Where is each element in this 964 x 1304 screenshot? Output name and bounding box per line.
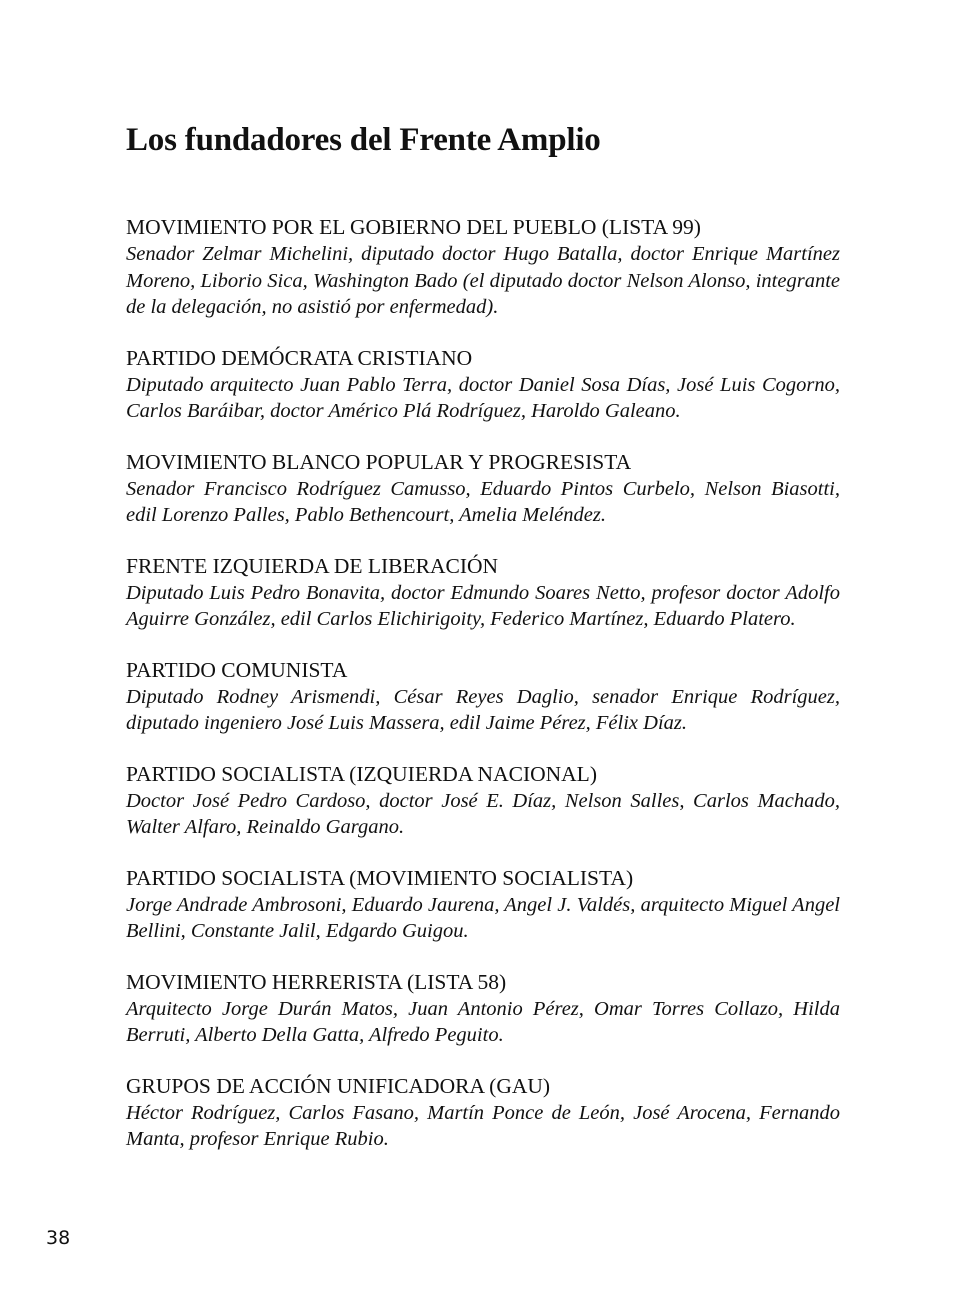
section-heading: MOVIMIENTO POR EL GOBIERNO DEL PUEBLO (LISTA 99) xyxy=(126,215,701,239)
section-members: Héctor Rodríguez, Carlos Fasano, Martín Ponce de León, José Arocena, Fernando Manta, profesor Enrique Rubio. xyxy=(126,1101,840,1150)
section-lista-99 xyxy=(126,214,840,321)
section-members: Arquitecto Jorge Durán Matos, Juan Antonio Pérez, Omar Torres Collazo, Hilda Berruti, Alberto Della Gatta, Alfredo Peguito. xyxy=(126,997,840,1046)
page-content xyxy=(126,118,840,1177)
section-movimiento-blanco xyxy=(126,449,840,529)
page-number: 38 xyxy=(46,1227,71,1249)
section-herrerista xyxy=(126,969,840,1049)
section-heading: FRENTE IZQUIERDA DE LIBERACIÓN xyxy=(126,553,499,578)
section-members: Senador Zelmar Michelini, diputado doctor Hugo Batalla, doctor Enrique Martínez Moreno, Liborio Sica, Washington Bado (el diputado doctor Nelson Alonso, integrante de la delegación, no asistió por enfermedad). xyxy=(126,243,840,318)
section-heading: MOVIMIENTO HERRERISTA (LISTA 58) xyxy=(126,969,507,994)
section-members: Doctor José Pedro Cardoso, doctor José E. Díaz, Nelson Salles, Carlos Machado, Walter Alfaro, Reinaldo Gargano. xyxy=(126,789,840,838)
section-partido-comunista xyxy=(126,657,840,737)
section-socialista-izquierda-nacional xyxy=(126,761,840,841)
section-heading: MOVIMIENTO BLANCO POPULAR Y PROGRESISTA xyxy=(126,449,632,474)
section-socialista-movimiento xyxy=(126,865,840,945)
section-heading: GRUPOS DE ACCIÓN UNIFICADORA (GAU) xyxy=(126,1073,551,1098)
section-members: Senador Francisco Rodríguez Camusso, Eduardo Pintos Curbelo, Nelson Biasotti, edil Lorenzo Palles, Pablo Bethencourt, Amelia Meléndez. xyxy=(126,477,840,526)
section-frente-izquierda xyxy=(126,553,840,633)
section-heading: PARTIDO SOCIALISTA (IZQUIERDA NACIONAL) xyxy=(126,761,597,786)
section-partido-democrata-cristiano xyxy=(126,345,840,425)
section-members: Diputado Luis Pedro Bonavita, doctor Edmundo Soares Netto, profesor doctor Adolfo Aguirre González, edil Carlos Elichirigoity, Federico Martínez, Eduardo Platero. xyxy=(126,581,840,630)
page-title: Los fundadores del Frente Amplio xyxy=(126,122,601,158)
section-heading: PARTIDO COMUNISTA xyxy=(126,657,348,682)
section-members: Diputado arquitecto Juan Pablo Terra, doctor Daniel Sosa Días, José Luis Cogorno, Carlos Baráibar, doctor Américo Plá Rodríguez, Haroldo Galeano. xyxy=(126,373,840,422)
section-gau xyxy=(126,1073,840,1153)
section-heading: PARTIDO SOCIALISTA (MOVIMIENTO SOCIALISTA) xyxy=(126,865,634,890)
section-members: Diputado Rodney Arismendi, César Reyes Daglio, senador Enrique Rodríguez, diputado ingeniero José Luis Massera, edil Jaime Pérez, Félix Díaz. xyxy=(126,685,840,734)
section-members: Jorge Andrade Ambrosoni, Eduardo Jaurena, Angel J. Valdés, arquitecto Miguel Angel Bellini, Constante Jalil, Edgardo Guigou. xyxy=(126,893,840,942)
section-heading: PARTIDO DEMÓCRATA CRISTIANO xyxy=(126,345,473,370)
